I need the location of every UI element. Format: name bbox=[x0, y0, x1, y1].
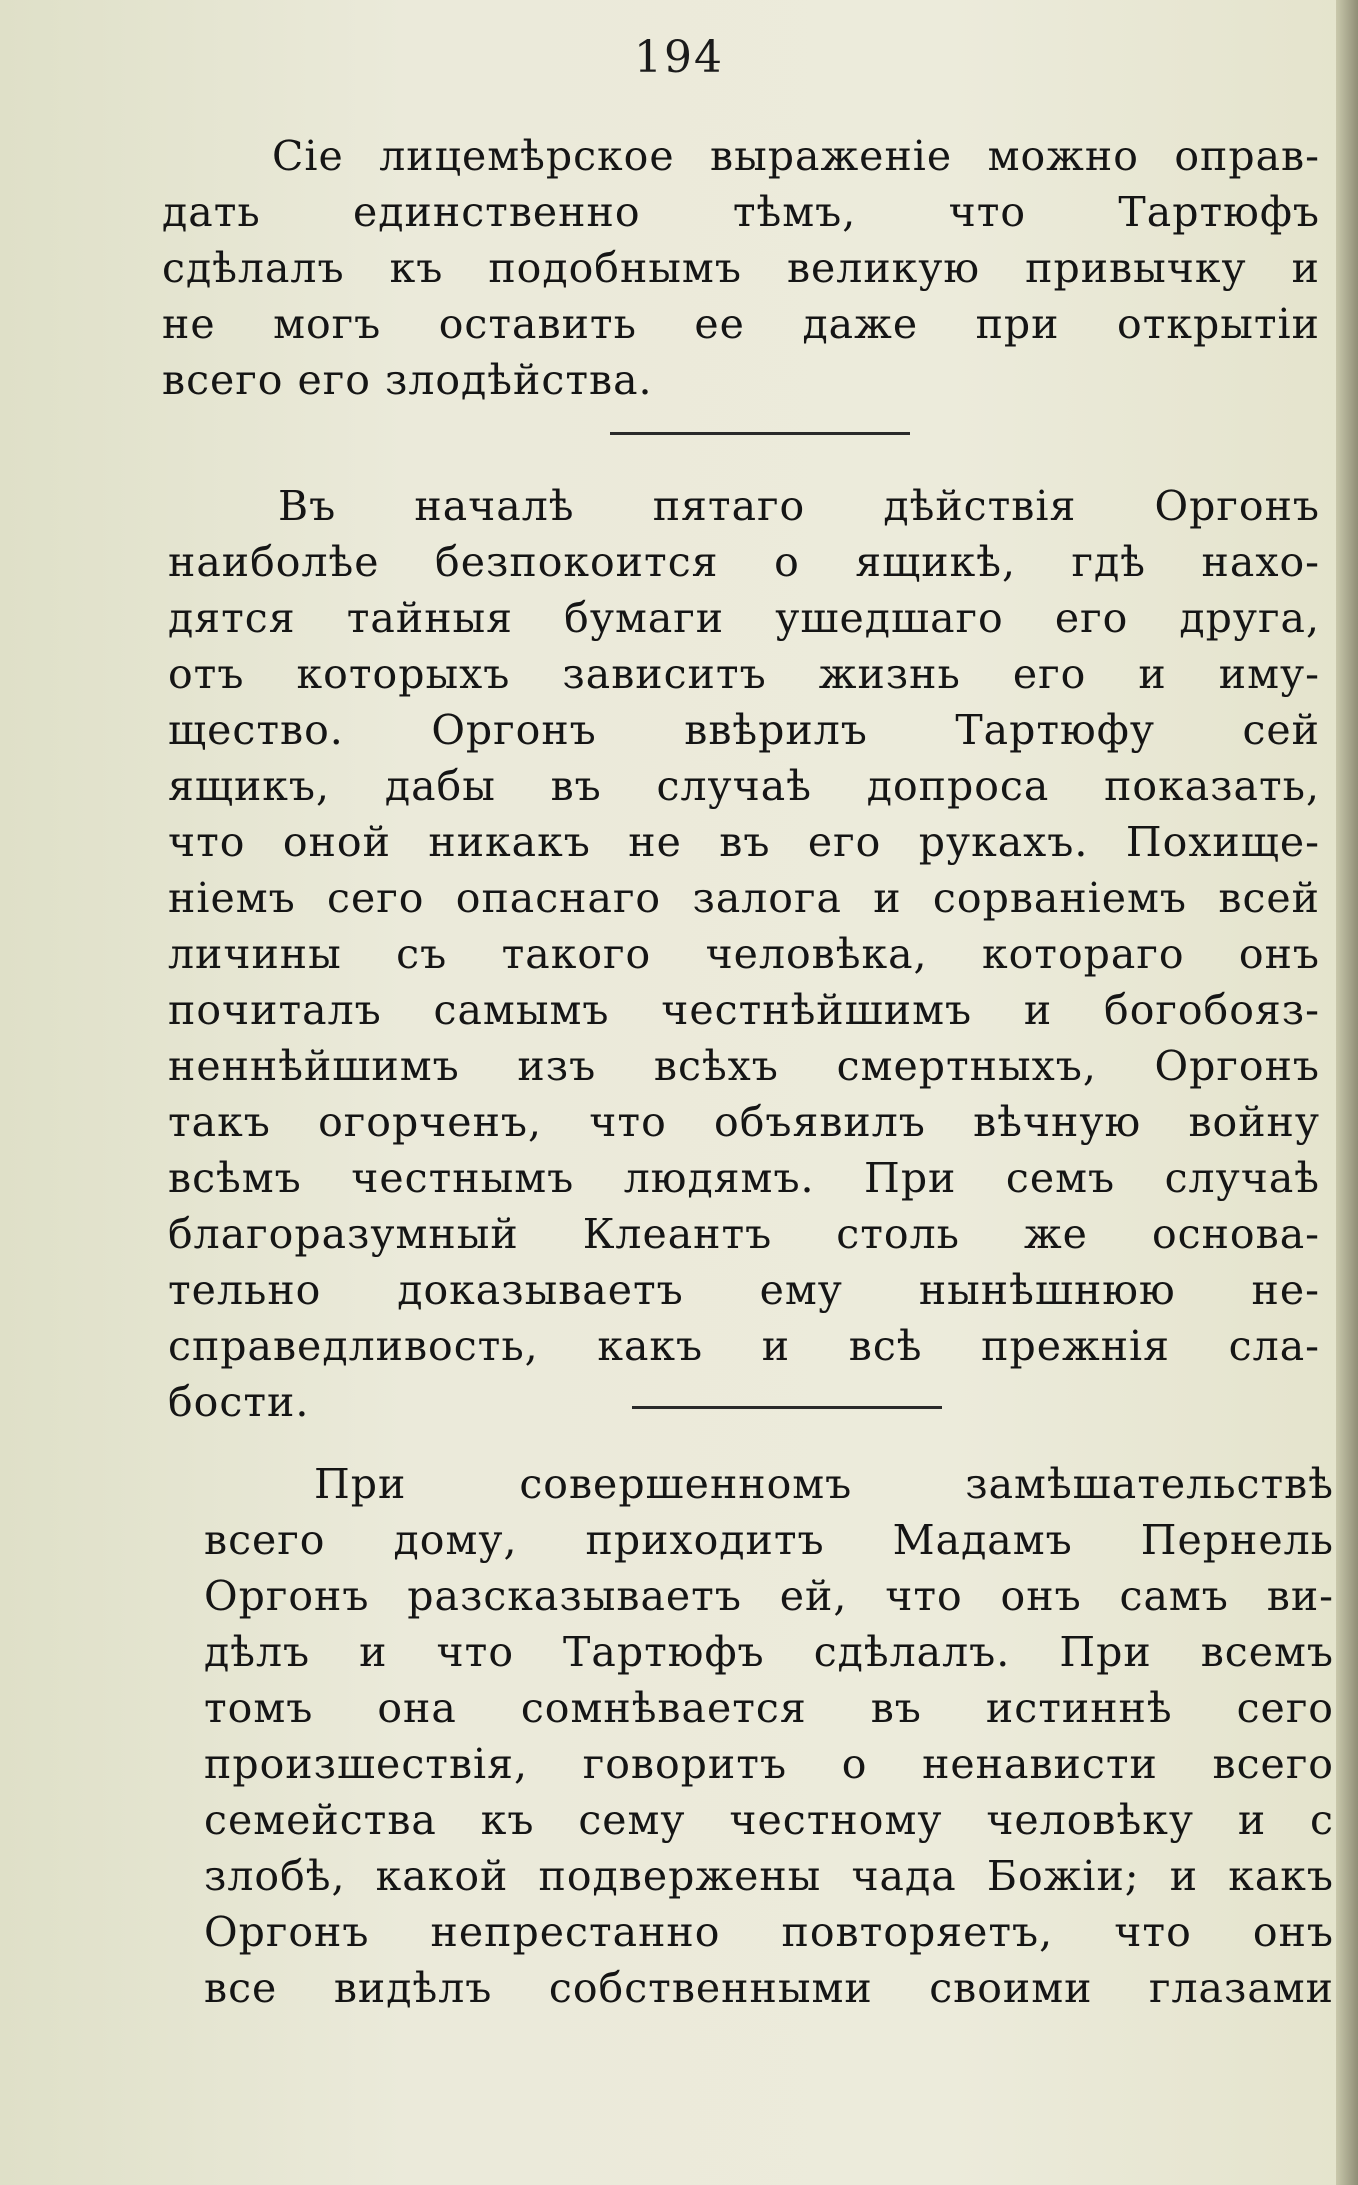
paragraph-2 bbox=[168, 478, 1320, 1430]
page-number: 194 bbox=[634, 32, 724, 83]
text-line: При совершенномъ замѣшательствѣ bbox=[314, 1460, 1334, 1508]
text-line: Оргонъ непрестанно повторяетъ, что онъ bbox=[204, 1908, 1334, 1956]
text-line: почиталъ самымъ честнѣйшимъ и богобояз- bbox=[168, 986, 1320, 1034]
text-line: бости. bbox=[168, 1378, 310, 1426]
text-line: щество. Оргонъ ввѣрилъ Тартюфу сей bbox=[168, 706, 1320, 754]
text-line: всѣмъ честнымъ людямъ. При семъ случаѣ bbox=[168, 1154, 1320, 1202]
text-line: дѣлъ и что Тартюфъ сдѣлалъ. При всемъ bbox=[204, 1628, 1334, 1676]
section-divider bbox=[632, 1406, 942, 1409]
paragraph-3 bbox=[204, 1456, 1334, 2016]
text-line: дать единственно тѣмъ, что Тартюфъ bbox=[162, 188, 1320, 236]
text-line: ящикъ, дабы въ случаѣ допроса показать, bbox=[168, 762, 1320, 810]
page-edge bbox=[1336, 0, 1358, 2185]
text-line: неннѣйшимъ изъ всѣхъ смертныхъ, Оргонъ bbox=[168, 1042, 1320, 1090]
text-line: злобѣ, какой подвержены чада Божіи; и какъ bbox=[204, 1852, 1334, 1900]
text-line: личины съ такого человѣка, котораго онъ bbox=[168, 930, 1320, 978]
text-line: такъ огорченъ, что объявилъ вѣчную войну bbox=[168, 1098, 1320, 1146]
text-line: Оргонъ разсказываетъ ей, что онъ самъ ви- bbox=[204, 1572, 1334, 1620]
text-line: всего его злодѣйства. bbox=[162, 356, 653, 404]
section-divider bbox=[610, 432, 910, 435]
text-line: все видѣлъ собственными своими глазами bbox=[204, 1964, 1334, 2012]
text-line: дятся тайныя бумаги ушедшаго его друга, bbox=[168, 594, 1320, 642]
text-line: Въ началѣ пятаго дѣйствія Оргонъ bbox=[278, 482, 1320, 530]
text-line: что оной никакъ не въ его рукахъ. Похище- bbox=[168, 818, 1320, 866]
text-line: произшествія, говоритъ о ненависти всего bbox=[204, 1740, 1334, 1788]
text-line: ніемъ сего опаснаго залога и сорваніемъ всей bbox=[168, 874, 1320, 922]
text-line: сдѣлалъ къ подобнымъ великую привычку и bbox=[162, 244, 1320, 292]
text-line: Сіе лицемѣрское выраженіе можно оправ- bbox=[272, 132, 1320, 180]
text-line: отъ которыхъ зависитъ жизнь его и иму- bbox=[168, 650, 1320, 698]
text-line: семейства къ сему честному человѣку и с bbox=[204, 1796, 1334, 1844]
text-line: не могъ оставить ее даже при открытіи bbox=[162, 300, 1320, 348]
text-line: благоразумный Клеантъ столь же основа- bbox=[168, 1210, 1320, 1258]
text-line: наиболѣе безпокоится о ящикѣ, гдѣ нахо- bbox=[168, 538, 1320, 586]
paragraph-1 bbox=[162, 128, 1320, 408]
text-line: всего дому, приходитъ Мадамъ Пернель bbox=[204, 1516, 1334, 1564]
text-line: справедливость, какъ и всѣ прежнія сла- bbox=[168, 1322, 1320, 1370]
text-line: томъ она сомнѣвается въ истиннѣ сего bbox=[204, 1684, 1334, 1732]
text-line: тельно доказываетъ ему нынѣшнюю не- bbox=[168, 1266, 1320, 1314]
